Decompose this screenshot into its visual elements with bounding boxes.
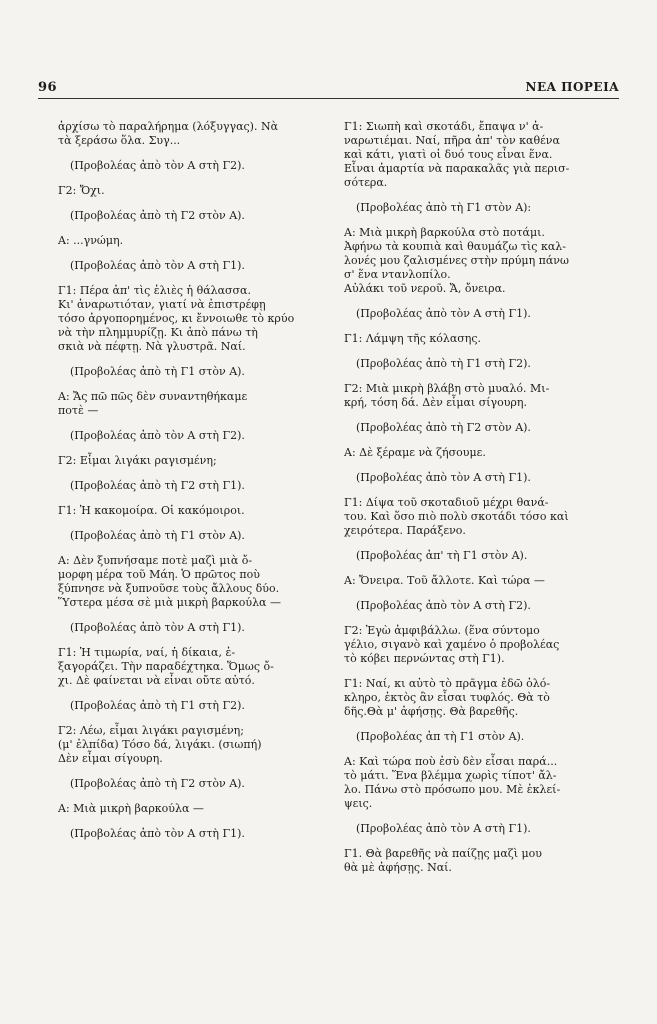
dialogue-paragraph: Α: Δὲ ξέραμε νὰ ζήσουμε. — [344, 446, 486, 459]
stage-direction: (Προβολέας ἀπὸ τὴ Γ1 στὸν Α): — [356, 201, 532, 214]
dialogue-paragraph: Α: Δὲν ξυπνήσαμε ποτὲ μαζὶ μιὰ ὄ- μορφη μέρα τοῦ Μάη. Ὁ πρῶτος ποὺ ξύπνησε νὰ ξυπνοῦσε τοὺς ἄλλους δύο. Ὕστερα μέσα σὲ μιὰ μικρὴ βαρκούλα — — [58, 554, 281, 609]
stage-direction: (Προβολέας ἀπὸ τὴ Γ1 στὴ Γ2). — [356, 357, 531, 370]
stage-direction: (Προβολέας ἀπὸ τὸν Α στὴ Γ1). — [70, 259, 245, 272]
stage-direction: (Προβολέας ἀπὸ τὸν Α στὴ Γ1). — [356, 471, 531, 484]
page-header — [38, 80, 619, 100]
dialogue-paragraph: Γ2: Μιὰ μικρὴ βλάβη στὸ μυαλό. Μι- κρή, τόση δά. Δὲν εἶμαι σίγουρη. — [344, 382, 550, 409]
stage-direction: (Προβολέας ἀπὸ τὸν Α στὴ Γ1). — [356, 307, 531, 320]
dialogue-paragraph: Γ2: Ἐγὼ ἀμφιβάλλω. (ἕνα σύντομο γέλιο, σιγανὸ καὶ χαμένο ὁ προβολέας τὸ κόβει περνώντας στὴ Γ1). — [344, 624, 560, 665]
stage-direction: (Προβολέας ἀπὸ τὸν Α στὴ Γ2). — [356, 599, 531, 612]
left-column — [52, 120, 317, 852]
dialogue-paragraph: Γ1: Ἡ κακομοίρα. Οἱ κακόμοιροι. — [58, 504, 245, 517]
running-head: ΝΕΑ ΠΟΡΕΙΑ — [525, 80, 619, 94]
stage-direction: (Προβολέας ἀπὸ τὸν Α στὴ Γ2). — [70, 159, 245, 172]
dialogue-paragraph: Γ1: Ναί, κι αὐτὸ τὸ πρᾶγμα ἐδῶ ὁλό- κληρο, ἐκτὸς ἂν εἶσαι τυφλός. Θὰ τὸ δῆς.Θὰ μ' ἀφήσῃς. Θὰ βαρεθῆς. — [344, 677, 551, 718]
dialogue-paragraph: Γ1: Πέρα ἀπ' τὶς ἑλιὲς ἡ θάλασσα. Κι' ἀναρωτιόταν, γιατί νὰ ἐπιστρέφῃ τόσο ἀργοπορημένος, κι ἔννοιωθε τὸ κρύο νὰ τὴν πλημμυρίζῃ. Κι ἀπὸ πάνω τὴ σκιὰ νὰ πέφτῃ. Νὰ γλυστρᾶ. Ναί. — [58, 284, 295, 353]
dialogue-paragraph: Γ1. Θὰ βαρεθῆς νὰ παίζῃς μαζὶ μου θὰ μὲ ἀφήσῃς. Ναί. — [344, 847, 542, 874]
dialogue-paragraph: Α: ...γνώμη. — [58, 234, 124, 247]
dialogue-paragraph: Α: Ὄνειρα. Τοῦ ἄλλοτε. Καὶ τώρα — — [344, 574, 545, 587]
stage-direction: (Προβολέας ἀπ' τὴ Γ1 στὸν Α). — [356, 549, 528, 562]
right-column — [338, 120, 608, 886]
dialogue-paragraph: Γ1: Σιωπὴ καὶ σκοτάδι, ἔπαψα ν' ἀ- ναρωτιέμαι. Ναί, πῆρα ἀπ' τὸν καθένα καὶ κάτι, γιατὶ οἱ δυό τους εἶναι ἕνα. Εἶναι ἁμαρτία νὰ παρακαλᾶς γιὰ περισ- σότερα. — [344, 120, 570, 189]
header-rule — [38, 98, 619, 99]
stage-direction: (Προβολέας ἀπὸ τὴ Γ2 στὸν Α). — [70, 209, 245, 222]
dialogue-paragraph: Γ2: Ὄχι. — [58, 184, 105, 197]
dialogue-paragraph: Γ2: Λέω, εἶμαι λιγάκι ραγισμένη; (μ' ἐλπίδα) Τόσο δά, λιγάκι. (σιωπή) Δὲν εἶμαι σίγουρη. — [58, 724, 262, 765]
stage-direction: (Προβολέας ἀπὸ τὴ Γ2 στὸν Α). — [70, 777, 245, 790]
page-number: 96 — [38, 80, 58, 95]
stage-direction: (Προβολέας ἀπ τὴ Γ1 στὸν Α). — [356, 730, 525, 743]
dialogue-paragraph: ἀρχίσω τὸ παραλήρημα (λόξυγγας). Νὰ τὰ ξεράσω ὅλα. Συγ... — [58, 120, 279, 147]
stage-direction: (Προβολέας ἀπὸ τὸν Α στὴ Γ1). — [70, 621, 245, 634]
stage-direction: (Προβολέας ἀπὸ τὸν Α στὴ Γ1). — [356, 822, 531, 835]
dialogue-paragraph: Γ1: Ἡ τιμωρία, ναί, ἡ δίκαια, ἐ- ξαγοράζει. Τὴν παραδέχτηκα. Ὅμως ὄ- χι. Δὲ φαίνεται νὰ εἶναι οὔτε αὐτό. — [58, 646, 274, 687]
stage-direction: (Προβολέας ἀπὸ τὴ Γ2 στὴ Γ1). — [70, 479, 245, 492]
stage-direction: (Προβολέας ἀπὸ τὸν Α στὴ Γ1). — [70, 827, 245, 840]
dialogue-paragraph: Γ2: Εἶμαι λιγάκι ραγισμένη; — [58, 454, 217, 467]
dialogue-paragraph: Α: Καὶ τώρα ποὺ ἐσὺ δὲν εἶσαι παρά... τὸ μάτι. Ἕνα βλέμμα χωρὶς τίποτ' ἄλ- λο. Πάνω στὸ πρόσωπο μου. Μὲ ἐκλεί- ψεις. — [344, 755, 561, 810]
stage-direction: (Προβολέας ἀπὸ τὴ Γ1 στὴ Γ2). — [70, 699, 245, 712]
stage-direction: (Προβολέας ἀπὸ τὸν Α στὴ Γ2). — [70, 429, 245, 442]
dialogue-paragraph: Γ1: Λάμψη τῆς κόλασης. — [344, 332, 482, 345]
dialogue-paragraph: Α: Μιὰ μικρὴ βαρκούλα στὸ ποτάμι. Ἀφήνω τὰ κουπιὰ καὶ θαυμάζω τὶς καλ- λονές μου ζαλισμένες στὴν πρύμη πάνω σ' ἕνα ντανλοπίλο. Αὐλάκι τοῦ νεροῦ. Ἄ, ὄνειρα. — [344, 226, 569, 295]
stage-direction: (Προβολέας ἀπὸ τὴ Γ2 στὸν Α). — [356, 421, 531, 434]
stage-direction: (Προβολέας ἀπὸ τὴ Γ1 στὸν Α). — [70, 529, 245, 542]
dialogue-paragraph: Γ1: Δίψα τοῦ σκοταδιοῦ μέχρι θανά- του. Καὶ ὅσο πιὸ πολὺ σκοτάδι τόσο καὶ χειρότερα. Παράξενο. — [344, 496, 569, 537]
dialogue-paragraph: Α: Μιὰ μικρὴ βαρκούλα — — [58, 802, 204, 815]
dialogue-paragraph: Α: Ἄς πῶ πῶς δὲν συναντηθήκαμε ποτὲ — — [58, 390, 248, 417]
stage-direction: (Προβολέας ἀπὸ τὴ Γ1 στὸν Α). — [70, 365, 245, 378]
